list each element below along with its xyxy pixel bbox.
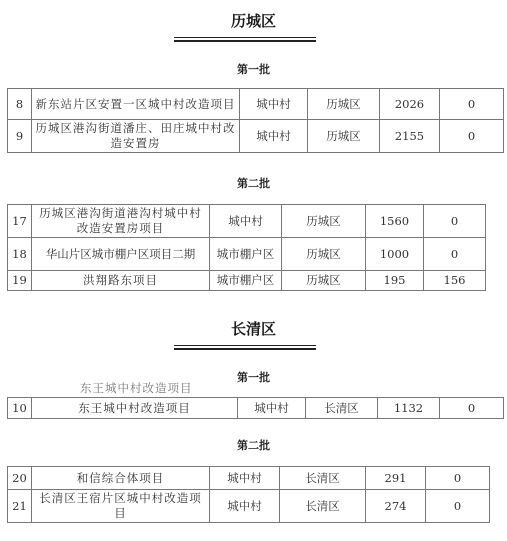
project-district: 历城区	[282, 271, 366, 291]
batch-heading-first: 第一批	[237, 63, 270, 76]
unit-count: 2026	[380, 89, 440, 120]
project-type: 城中村	[238, 398, 306, 419]
project-type: 城市棚户区	[210, 271, 282, 291]
project-type: 城中村	[240, 89, 308, 120]
project-district: 历城区	[308, 89, 380, 120]
table-row	[8, 238, 486, 271]
row-number: 18	[8, 238, 32, 271]
row-number: 21	[8, 490, 32, 523]
value-count: 0	[424, 238, 486, 271]
row-number: 17	[8, 205, 32, 238]
cropped-row-fragment	[80, 381, 230, 395]
table-row	[8, 271, 486, 291]
table-row	[8, 490, 490, 523]
batch-heading-second: 第二批	[237, 439, 270, 452]
unit-count: 1560	[366, 205, 424, 238]
row-number: 19	[8, 271, 32, 291]
table-row	[8, 205, 486, 238]
project-name: 历城区港沟街道港沟村城中村改造安置房项目	[32, 205, 210, 238]
table-row	[8, 89, 504, 120]
project-type: 城中村	[210, 205, 282, 238]
project-district: 历城区	[282, 238, 366, 271]
unit-count: 2155	[380, 120, 440, 153]
project-district: 长清区	[306, 398, 378, 419]
project-district: 长清区	[280, 490, 366, 523]
unit-count: 1000	[366, 238, 424, 271]
district-heading-licheng: 历城区	[230, 12, 276, 30]
unit-count: 195	[366, 271, 424, 291]
row-number: 8	[8, 89, 32, 120]
value-count: 0	[440, 89, 504, 120]
project-type: 城市棚户区	[210, 238, 282, 271]
project-name: 洪翔路东项目	[32, 271, 210, 291]
cropped-row-text: 东王城中村改造项目	[80, 381, 193, 395]
project-table	[7, 466, 490, 523]
project-name: 东王城中村改造项目	[32, 398, 238, 419]
unit-count: 291	[366, 467, 426, 490]
project-type: 城中村	[210, 467, 280, 490]
project-table	[7, 397, 504, 419]
row-number: 10	[8, 398, 32, 419]
project-district: 历城区	[308, 120, 380, 153]
unit-count: 274	[366, 490, 426, 523]
row-number: 20	[8, 467, 32, 490]
row-number: 9	[8, 120, 32, 153]
heading-double-rule	[174, 37, 316, 42]
value-count: 0	[440, 398, 504, 419]
project-name: 历城区港沟街道潘庄、田庄城中村改造安置房	[32, 120, 240, 153]
project-district: 长清区	[280, 467, 366, 490]
project-district: 历城区	[282, 205, 366, 238]
project-type: 城中村	[210, 490, 280, 523]
value-count: 156	[424, 271, 486, 291]
project-name: 和信综合体项目	[32, 467, 210, 490]
value-count: 0	[426, 490, 490, 523]
batch-heading-second: 第二批	[237, 177, 270, 190]
heading-double-rule	[174, 345, 316, 350]
table-row	[8, 398, 504, 419]
project-name: 华山片区城市棚户区项目二期	[32, 238, 210, 271]
value-count: 0	[440, 120, 504, 153]
table-row	[8, 467, 490, 490]
project-type: 城中村	[240, 120, 308, 153]
table-row	[8, 120, 504, 153]
value-count: 0	[426, 467, 490, 490]
project-name: 新东站片区安置一区城中村改造项目	[32, 89, 240, 120]
district-heading-changqing: 长清区	[230, 320, 276, 338]
unit-count: 1132	[378, 398, 440, 419]
project-name: 长清区王宿片区城中村改造项目	[32, 490, 210, 523]
value-count: 0	[424, 205, 486, 238]
batch-heading-first: 第一批	[237, 371, 270, 384]
project-table	[7, 88, 504, 153]
project-table	[7, 204, 486, 291]
